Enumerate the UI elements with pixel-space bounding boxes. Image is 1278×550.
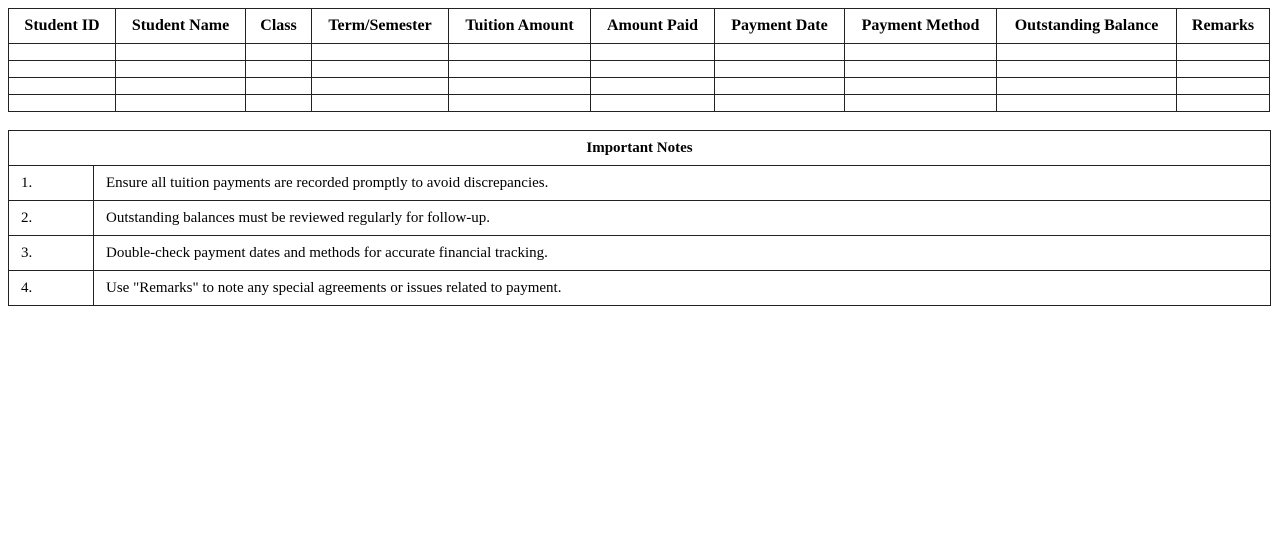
cell-class[interactable] (246, 44, 312, 61)
note-item (9, 271, 1271, 306)
notes-title-row (9, 131, 1271, 166)
cell-payment-date[interactable] (715, 95, 845, 112)
cell-payment-date[interactable] (715, 61, 845, 78)
cell-amount-paid[interactable] (591, 78, 715, 95)
cell-tuition-amount[interactable] (449, 78, 591, 95)
cell-tuition-amount[interactable] (449, 44, 591, 61)
table-header-row (9, 9, 1270, 44)
cell-term-semester[interactable] (312, 78, 449, 95)
cell-student-name[interactable] (116, 44, 246, 61)
cell-outstanding-balance[interactable] (997, 61, 1177, 78)
cell-payment-method[interactable] (845, 78, 997, 95)
note-item (9, 236, 1271, 271)
note-number: 1. (9, 166, 94, 201)
cell-remarks[interactable] (1177, 44, 1270, 61)
note-text: Use "Remarks" to note any special agreements or issues related to payment. (94, 271, 1271, 306)
note-text: Double-check payment dates and methods for accurate financial tracking. (94, 236, 1271, 271)
cell-term-semester[interactable] (312, 44, 449, 61)
column-header-payment-method: Payment Method (845, 9, 997, 44)
cell-tuition-amount[interactable] (449, 95, 591, 112)
column-header-term-semester: Term/Semester (312, 9, 449, 44)
cell-payment-method[interactable] (845, 95, 997, 112)
table-row (9, 44, 1270, 61)
cell-payment-method[interactable] (845, 44, 997, 61)
note-item (9, 166, 1271, 201)
notes-title: Important Notes (9, 131, 1271, 166)
column-header-remarks: Remarks (1177, 9, 1270, 44)
cell-term-semester[interactable] (312, 95, 449, 112)
important-notes-table (8, 130, 1271, 306)
cell-payment-date[interactable] (715, 44, 845, 61)
cell-student-id[interactable] (9, 61, 116, 78)
cell-amount-paid[interactable] (591, 61, 715, 78)
note-number: 3. (9, 236, 94, 271)
note-number: 2. (9, 201, 94, 236)
cell-remarks[interactable] (1177, 78, 1270, 95)
cell-student-name[interactable] (116, 95, 246, 112)
column-header-student-name: Student Name (116, 9, 246, 44)
cell-outstanding-balance[interactable] (997, 95, 1177, 112)
cell-class[interactable] (246, 61, 312, 78)
cell-amount-paid[interactable] (591, 44, 715, 61)
cell-student-name[interactable] (116, 61, 246, 78)
cell-remarks[interactable] (1177, 95, 1270, 112)
column-header-outstanding-balance: Outstanding Balance (997, 9, 1177, 44)
note-text: Ensure all tuition payments are recorded promptly to avoid discrepancies. (94, 166, 1271, 201)
column-header-student-id: Student ID (9, 9, 116, 44)
note-item (9, 201, 1271, 236)
cell-student-id[interactable] (9, 95, 116, 112)
cell-class[interactable] (246, 95, 312, 112)
cell-payment-method[interactable] (845, 61, 997, 78)
cell-outstanding-balance[interactable] (997, 44, 1177, 61)
note-number: 4. (9, 271, 94, 306)
column-header-class: Class (246, 9, 312, 44)
cell-amount-paid[interactable] (591, 95, 715, 112)
table-row (9, 61, 1270, 78)
cell-class[interactable] (246, 78, 312, 95)
cell-term-semester[interactable] (312, 61, 449, 78)
cell-student-id[interactable] (9, 78, 116, 95)
column-header-tuition-amount: Tuition Amount (449, 9, 591, 44)
cell-outstanding-balance[interactable] (997, 78, 1177, 95)
column-header-payment-date: Payment Date (715, 9, 845, 44)
table-row (9, 95, 1270, 112)
note-text: Outstanding balances must be reviewed regularly for follow-up. (94, 201, 1271, 236)
cell-tuition-amount[interactable] (449, 61, 591, 78)
cell-payment-date[interactable] (715, 78, 845, 95)
cell-remarks[interactable] (1177, 61, 1270, 78)
cell-student-name[interactable] (116, 78, 246, 95)
tuition-payments-table (8, 8, 1270, 112)
column-header-amount-paid: Amount Paid (591, 9, 715, 44)
cell-student-id[interactable] (9, 44, 116, 61)
table-row (9, 78, 1270, 95)
